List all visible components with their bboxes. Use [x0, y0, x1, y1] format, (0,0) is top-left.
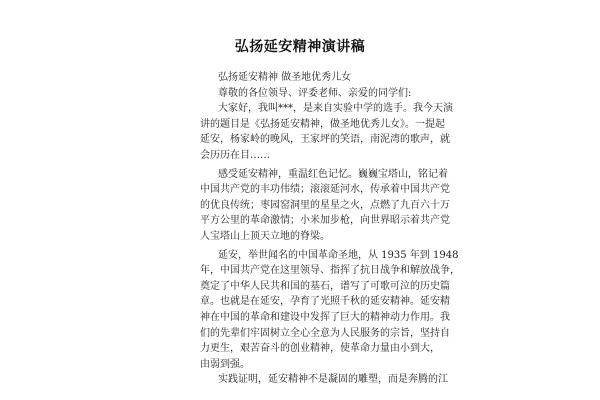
speech-body — [200, 70, 460, 388]
text-line: 实践证明，延安精神不是凝固的雕塑，而是奔腾的江 — [218, 374, 448, 386]
text-line: 讲的题目是《弘扬延安精神，做圣地优秀儿女》。一提起 — [200, 118, 445, 130]
text-line: 奠定了中华人民共和国的基石，谱写了可歌可泣的历史篇 — [200, 280, 450, 292]
text-line: 尊敬的各位领导、评委老师、亲爱的同学们: — [218, 87, 412, 99]
text-line: 们的先辈们牢固树立全心全意为人民服务的宗旨，坚持自 — [200, 327, 450, 339]
text-line: 章。也就是在延安，孕育了光照千秋的延安精神。延安精 — [200, 296, 450, 308]
text-line: 力更生，艰苦奋斗的创业精神，使革命力量由小到大， — [200, 343, 440, 355]
page-title: 弘扬延安精神演讲稿 — [234, 39, 366, 55]
text-line: 由弱到强。 — [200, 358, 250, 370]
text-line: 中国共产党的丰功伟绩；滚滚延河水，传承着中国共产党 — [200, 184, 450, 196]
text-line: 神在中国的革命和建设中发挥了巨大的精神动力作用。我 — [200, 311, 450, 323]
text-line: 弘扬延安精神 做圣地优秀儿女 — [218, 72, 352, 83]
text-line: 大家好，我叫***，是来自实验中学的选手。我今天演 — [218, 103, 453, 115]
text-line: 平方公里的革命激情；小米加步枪，向世界昭示着共产党 — [200, 215, 450, 227]
text-line: 的优良传统；枣园窑洞里的星星之火，点燃了九百六十万 — [200, 199, 450, 211]
text-line: 人宝塔山上顶天立地的脊梁。 — [200, 230, 330, 242]
text-line: 感受延安精神，重温红色记忆。巍巍宝塔山，铭记着 — [218, 168, 448, 180]
text-line: 会历历在目…… — [200, 149, 270, 161]
text-line: 年，中国共产党在这里领导、指挥了抗日战争和解放战争， — [200, 265, 460, 277]
text-line: 延安，杨家岭的晚风，王家坪的笑语，南泥湾的歌声，就 — [200, 134, 450, 146]
text-line: 延安，举世闻名的中国革命圣地，从 1935 年到 1948 — [218, 249, 459, 261]
